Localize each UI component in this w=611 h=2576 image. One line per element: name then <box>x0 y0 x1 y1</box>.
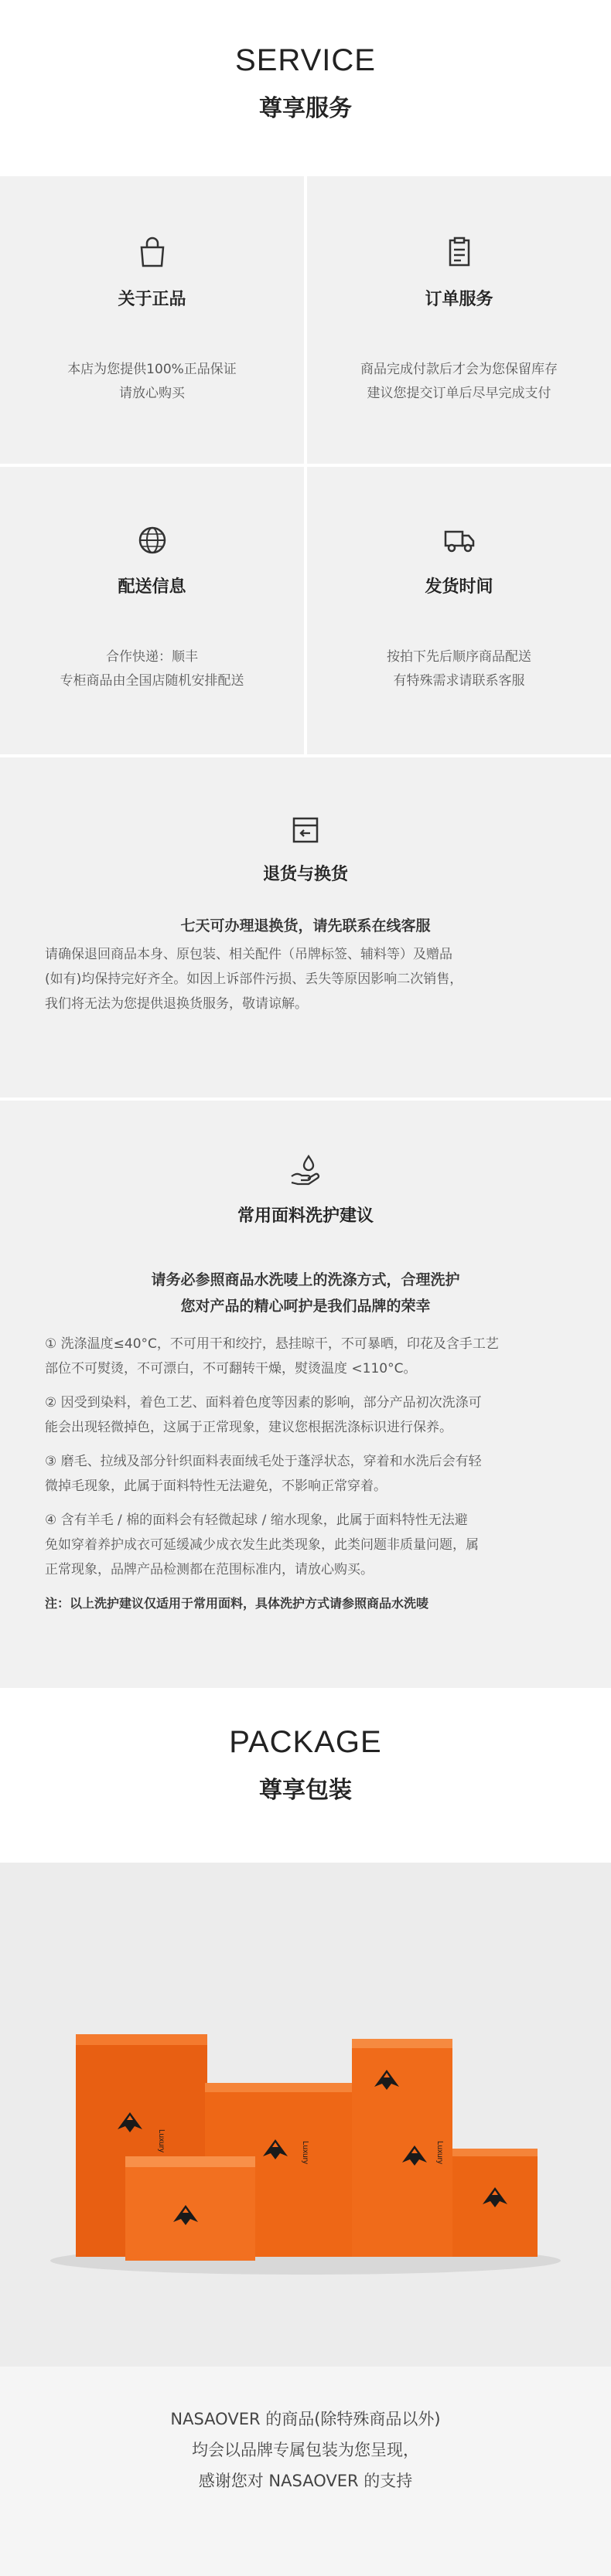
care-note: 注：以上洗护建议仅适用于常用面料，具体洗护方式请参照商品水洗唛 <box>45 1596 429 1611</box>
cell-authentic-desc-line2: 请放心购买 <box>119 386 185 401</box>
care-item-3-line-2: 微掉毛现象，此属于面料特性无法避免，不影响正常穿着。 <box>45 1479 387 1494</box>
return-box-icon <box>288 812 323 847</box>
package-title-en: PACKAGE <box>229 1725 382 1759</box>
cell-order-desc-line1: 商品完成付款后才会为您保留库存 <box>360 362 558 377</box>
returns-section <box>0 757 611 1097</box>
cell-order-title: 订单服务 <box>425 290 493 309</box>
package-boxes-illustration <box>0 1863 611 2367</box>
care-item-4-line-3: 正常现象，品牌产品检测都在范围标准内，请放心购买。 <box>45 1562 374 1577</box>
care-item-2-line-1: ② 因受到染料，着色工艺、面料着色度等因素的影响，部分产品初次洗涤可 <box>45 1395 482 1411</box>
care-item-3-line-1: ③ 磨毛、拉绒及部分针织面料表面绒毛处于蓬浮状态，穿着和水洗后会有轻 <box>45 1454 482 1469</box>
returns-line-1: 请确保退回商品本身、原包装、相关配件（吊牌标签、辅料等）及赠品 <box>45 947 452 962</box>
care-item-4-line-1: ④ 含有羊毛 / 棉的面料会有轻微起球 / 缩水现象，此属于面料特性无法避 <box>45 1513 468 1528</box>
package-header <box>0 1725 611 1805</box>
care-item-1 <box>45 1332 566 1381</box>
footer-line-1: NASAOVER 的商品(除特殊商品以外) <box>170 2410 441 2428</box>
returns-headline: 七天可办理退换货，请先联系在线客服 <box>180 917 431 934</box>
cell-order-desc-line2: 建议您提交订单后尽早完成支付 <box>367 386 551 401</box>
care-item-1-line-2: 部位不可熨烫，不可漂白，不可翻转干燥，熨烫温度 <110°C。 <box>45 1361 417 1376</box>
footer-line-2: 均会以品牌专属包装为您呈现， <box>192 2441 419 2459</box>
service-header <box>0 43 611 123</box>
globe-icon <box>135 522 170 558</box>
footer-line-3: 感谢您对 NASAOVER 的支持 <box>198 2472 413 2490</box>
box-brand-text-1: Luxury <box>157 2129 166 2153</box>
service-title-en: SERVICE <box>235 43 376 77</box>
cell-order <box>307 176 611 464</box>
delivery-truck-icon <box>442 522 477 558</box>
cell-shipping-desc-line2: 专柜商品由全国店随机安排配送 <box>60 673 244 689</box>
cell-shipping-desc <box>0 645 304 693</box>
box-brand-text-3: Luxury <box>435 2141 444 2165</box>
care-title: 常用面料洗护建议 <box>237 1206 374 1226</box>
cell-shipping-desc-line1: 合作快递：顺丰 <box>106 649 198 665</box>
care-headline-1: 请务必参照商品水洗唛上的洗涤方式，合理洗护 <box>151 1271 460 1288</box>
cell-delivery-time <box>307 467 611 754</box>
cell-delivery-time-desc-line1: 按拍下先后顺序商品配送 <box>387 649 531 665</box>
care-item-4-line-2: 免如穿着养护成衣可延缓减少成衣发生此类现象，此类问题非质量问题，属 <box>45 1537 479 1553</box>
package-image <box>0 1863 611 2367</box>
returns-text <box>0 942 611 1016</box>
returns-line-3: 我们将无法为您提供退换货服务，敬请谅解。 <box>45 996 308 1012</box>
returns-line-2: (如有)均保持完好齐全。如因上诉部件污损、丢失等原因影响二次销售， <box>45 972 463 987</box>
cell-delivery-time-desc-line2: 有特殊需求请联系客服 <box>393 673 525 689</box>
cell-delivery-time-desc <box>307 645 611 693</box>
cell-shipping-title: 配送信息 <box>118 577 186 597</box>
box-brand-text-2: Luxury <box>301 2141 309 2165</box>
shopping-bag-icon <box>135 235 170 271</box>
care-headline-2: 您对产品的精心呵护是我们品牌的荣幸 <box>180 1298 431 1315</box>
footer <box>0 2367 611 2576</box>
package-title-cn: 尊享包装 <box>259 1777 352 1804</box>
service-title-cn: 尊享服务 <box>259 95 352 122</box>
returns-title: 退货与换货 <box>262 865 348 884</box>
care-items <box>0 1332 611 1616</box>
hand-water-icon <box>288 1153 323 1189</box>
order-list-icon <box>442 235 477 271</box>
care-item-4 <box>45 1508 566 1582</box>
care-item-3 <box>45 1449 566 1499</box>
care-item-2 <box>45 1390 566 1440</box>
cell-authentic-desc <box>0 358 304 406</box>
care-item-1-line-1: ① 洗涤温度≤40°C，不可用干和绞拧，悬挂晾干，不可暴晒，印花及含手工艺 <box>45 1336 499 1352</box>
cell-shipping <box>0 467 304 754</box>
cell-delivery-time-title: 发货时间 <box>425 577 493 597</box>
cell-authentic-desc-line1: 本店为您提供100%正品保证 <box>67 362 237 377</box>
cell-authentic-title: 关于正品 <box>118 290 186 309</box>
care-item-2-line-2: 能会出现轻微掉色，这属于正常现象，建议您根据洗涤标识进行保养。 <box>45 1420 452 1435</box>
cell-order-desc <box>307 358 611 406</box>
cell-authentic <box>0 176 304 464</box>
care-section <box>0 1101 611 1688</box>
